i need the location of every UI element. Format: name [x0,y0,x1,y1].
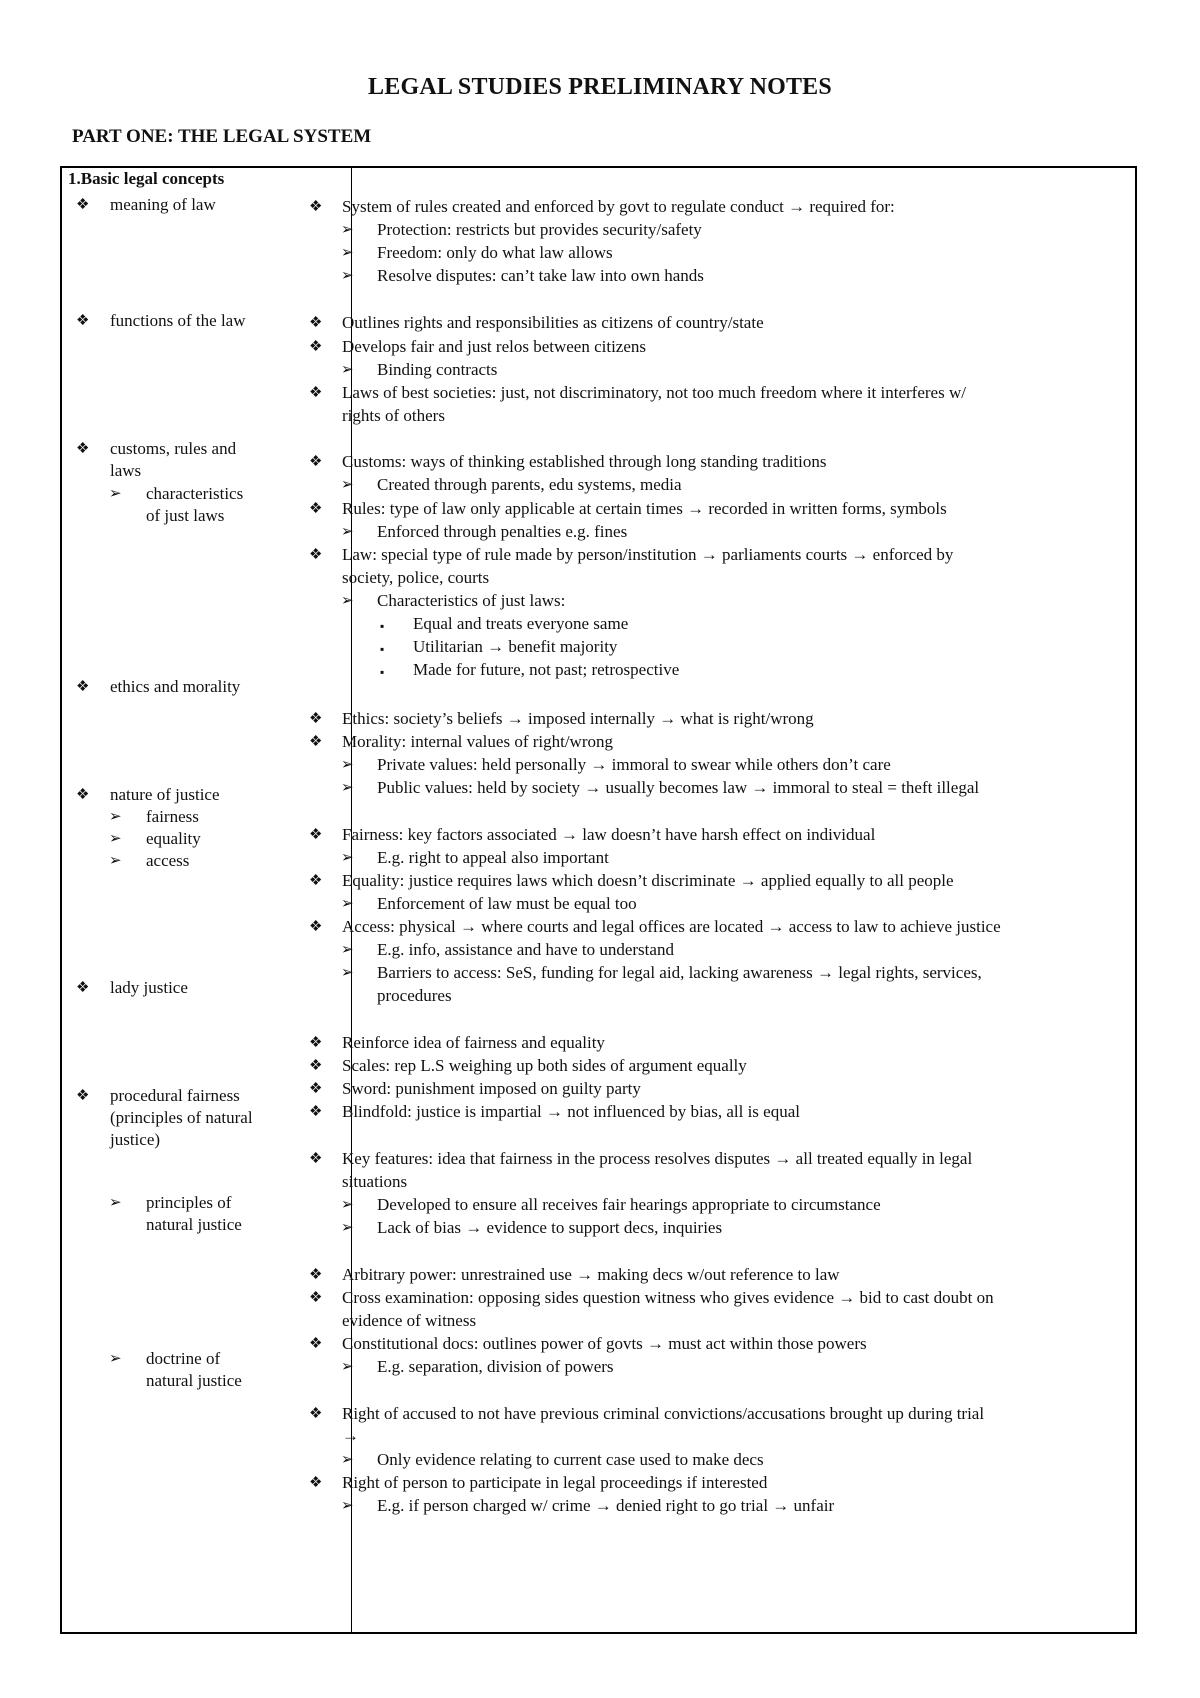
topic-fairness: ➢ fairness [109,807,199,826]
topic-meaning-of-law: ❖ meaning of law [76,195,216,214]
note-line: ❖ Ethics: society’s beliefs → imposed internally → what is right/wrong [309,709,814,728]
arrow-bullet-icon: ➢ [341,850,354,866]
note-line: ❖ Arbitrary power: unrestrained use → making decs w/out reference to law [309,1265,840,1284]
topic-customs-rules-laws-cont: laws [110,461,142,480]
note-line: ❖ Reinforce idea of fairness and equality [309,1033,605,1052]
note-line: → [342,1426,359,1445]
note-line: ❖ Equality: justice requires laws which doesn’t discriminate → applied equally to all people [309,871,954,890]
note-line: procedures [377,986,452,1005]
diamond-bullet-icon: ❖ [309,1035,323,1051]
note-line: ❖ Cross examination: opposing sides question witness who gives evidence → bid to cast doubt on [309,1288,994,1307]
arrow-bullet-icon: ➢ [341,780,354,796]
note-line: ❖ Key features: idea that fairness in the process resolves disputes → all treated equally in legal [309,1149,973,1168]
arrow-bullet-icon: ➢ [341,1452,354,1468]
arrow-bullet-icon: ➢ [109,853,122,869]
diamond-bullet-icon: ❖ [76,197,90,213]
note-line: ❖ Constitutional docs: outlines power of govts → must act within those powers [309,1334,867,1353]
diamond-bullet-icon: ❖ [309,1290,323,1306]
note-line: ➢ Created through parents, edu systems, media [341,475,682,494]
note-line: ❖ Law: special type of rule made by person/institution → parliaments courts → enforced by [309,545,954,564]
diamond-bullet-icon: ❖ [76,441,90,457]
note-line: ➢ Resolve disputes: can’t take law into own hands [341,266,704,285]
arrow-bullet-icon: ➢ [341,1359,354,1375]
arrow-bullet-icon: ➢ [341,268,354,284]
topic-ethics-morality: ❖ ethics and morality [76,677,241,696]
topic-equality: ➢ equality [109,829,201,848]
note-line: society, police, courts [342,568,490,587]
note-line: ❖ Blindfold: justice is impartial → not influenced by bias, all is equal [309,1102,800,1121]
arrow-bullet-icon: ➢ [341,477,354,493]
note-line: ➢ E.g. right to appeal also important [341,848,609,867]
diamond-bullet-icon: ❖ [309,547,323,563]
note-line: ▪ Utilitarian → benefit majority [413,636,617,658]
diamond-bullet-icon: ❖ [309,919,323,935]
note-line: ➢ Freedom: only do what law allows [341,243,613,262]
diamond-bullet-icon: ❖ [309,315,323,331]
diamond-bullet-icon: ❖ [309,199,323,215]
note-line: ➢ E.g. separation, division of powers [341,1357,614,1376]
square-bullet-icon: ▪ [380,642,385,656]
arrow-bullet-icon: ➢ [341,222,354,238]
note-line: ➢ Barriers to access: SeS, funding for legal aid, lacking awareness → legal rights, services, [341,963,982,982]
topic-doctrine-natural-justice-cont: natural justice [146,1371,242,1390]
diamond-bullet-icon: ❖ [309,501,323,517]
notes-table [60,166,1137,1634]
arrow-bullet-icon: ➢ [109,831,122,847]
square-bullet-icon: ▪ [380,619,385,633]
arrow-bullet-icon: ➢ [341,593,354,609]
arrow-bullet-icon: ➢ [109,486,122,502]
note-line: rights of others [342,406,445,425]
diamond-bullet-icon: ❖ [309,827,323,843]
part-heading: PART ONE: THE LEGAL SYSTEM [72,126,372,147]
diamond-bullet-icon: ❖ [309,1104,323,1120]
topic-lady-justice: ❖ lady justice [76,978,188,997]
note-line: ➢ Only evidence relating to current case used to make decs [341,1450,764,1469]
note-line: ❖ Scales: rep L.S weighing up both sides of argument equally [309,1056,747,1075]
topic-procedural-fairness: ❖ procedural fairness [76,1086,240,1105]
diamond-bullet-icon: ❖ [309,873,323,889]
note-line: ➢ Public values: held by society → usually becomes law → immoral to steal = theft illegal [341,778,980,797]
diamond-bullet-icon: ❖ [309,339,323,355]
note-line: ❖ Laws of best societies: just, not discriminatory, not too much freedom where it interferes w/ [309,383,966,402]
diamond-bullet-icon: ❖ [309,1058,323,1074]
arrow-bullet-icon: ➢ [341,362,354,378]
diamond-bullet-icon: ❖ [309,1475,323,1491]
note-line: ➢ Binding contracts [341,360,498,379]
note-line: ❖ Outlines rights and responsibilities as citizens of country/state [309,313,764,332]
note-line: ❖ Sword: punishment imposed on guilty party [309,1079,641,1098]
section-title: 1.Basic legal concepts [68,169,225,188]
note-line: evidence of witness [342,1311,477,1330]
diamond-bullet-icon: ❖ [309,734,323,750]
note-line: ❖ Right of accused to not have previous criminal convictions/accusations brought up during trial [309,1404,985,1423]
topic-functions-of-law: ❖ functions of the law [76,311,246,330]
note-line: ❖ Customs: ways of thinking established through long standing traditions [309,452,827,471]
diamond-bullet-icon: ❖ [309,1336,323,1352]
diamond-bullet-icon: ❖ [309,454,323,470]
note-line: ➢ Protection: restricts but provides security/safety [341,220,702,239]
arrow-bullet-icon: ➢ [341,245,354,261]
square-bullet-icon: ▪ [380,665,385,679]
diamond-bullet-icon: ❖ [309,711,323,727]
arrow-bullet-icon: ➢ [341,1220,354,1236]
document-title: LEGAL STUDIES PRELIMINARY NOTES [368,74,832,100]
topic-procedural-fairness-cont2: justice) [110,1130,161,1149]
note-line: ❖ System of rules created and enforced by govt to regulate conduct → required for: [309,197,895,216]
arrow-bullet-icon: ➢ [109,809,122,825]
arrow-bullet-icon: ➢ [341,1498,354,1514]
topic-characteristics: ➢ characteristics [109,484,244,503]
note-line: situations [342,1172,408,1191]
note-line: ➢ Enforced through penalties e.g. fines [341,522,628,541]
note-line: ❖ Morality: internal values of right/wrong [309,732,613,751]
note-line: ➢ Enforcement of law must be equal too [341,894,637,913]
diamond-bullet-icon: ❖ [76,679,90,695]
topic-procedural-fairness-cont1: (principles of natural [110,1108,253,1127]
arrow-bullet-icon: ➢ [341,965,354,981]
arrow-bullet-icon: ➢ [109,1195,122,1211]
arrow-bullet-icon: ➢ [341,942,354,958]
topic-characteristics-cont: of just laws [146,506,225,525]
arrow-bullet-icon: ➢ [341,1197,354,1213]
note-line: ➢ E.g. if person charged w/ crime → denied right to go trial → unfair [341,1496,835,1515]
topic-principles-natural-justice-cont: natural justice [146,1215,242,1234]
topic-nature-of-justice: ❖ nature of justice [76,785,220,804]
diamond-bullet-icon: ❖ [76,980,90,996]
diamond-bullet-icon: ❖ [76,787,90,803]
topic-principles-natural-justice: ➢ principles of [109,1193,232,1212]
note-line: ❖ Rules: type of law only applicable at certain times → recorded in written forms, symbols [309,499,947,518]
note-line: ➢ Lack of bias → evidence to support decs, inquiries [341,1218,723,1237]
topic-access: ➢ access [109,851,190,870]
note-line: ▪ Made for future, not past; retrospective [413,659,679,681]
note-line: ➢ Characteristics of just laws: [341,591,566,610]
note-line: ❖ Develops fair and just relos between citizens [309,337,647,356]
note-line: ➢ E.g. info, assistance and have to understand [341,940,674,959]
arrow-bullet-icon: ➢ [341,524,354,540]
diamond-bullet-icon: ❖ [76,313,90,329]
diamond-bullet-icon: ❖ [309,1406,323,1422]
topic-customs-rules-laws: ❖ customs, rules and [76,439,237,458]
note-line: ❖ Fairness: key factors associated → law doesn’t have harsh effect on individual [309,825,876,844]
diamond-bullet-icon: ❖ [309,385,323,401]
topic-doctrine-natural-justice: ➢ doctrine of [109,1349,221,1368]
note-line: ▪ Equal and treats everyone same [413,613,628,635]
diamond-bullet-icon: ❖ [309,1267,323,1283]
arrow-bullet-icon: ➢ [341,896,354,912]
note-line: ➢ Developed to ensure all receives fair hearings appropriate to circumstance [341,1195,881,1214]
diamond-bullet-icon: ❖ [309,1081,323,1097]
diamond-bullet-icon: ❖ [309,1151,323,1167]
note-line: ❖ Access: physical → where courts and legal offices are located → access to law to achieve justice [309,917,1001,936]
note-line: ➢ Private values: held personally → immoral to swear while others don’t care [341,755,891,774]
diamond-bullet-icon: ❖ [76,1088,90,1104]
note-line: ❖ Right of person to participate in legal proceedings if interested [309,1473,768,1492]
arrow-bullet-icon: ➢ [109,1351,122,1367]
arrow-bullet-icon: ➢ [341,757,354,773]
